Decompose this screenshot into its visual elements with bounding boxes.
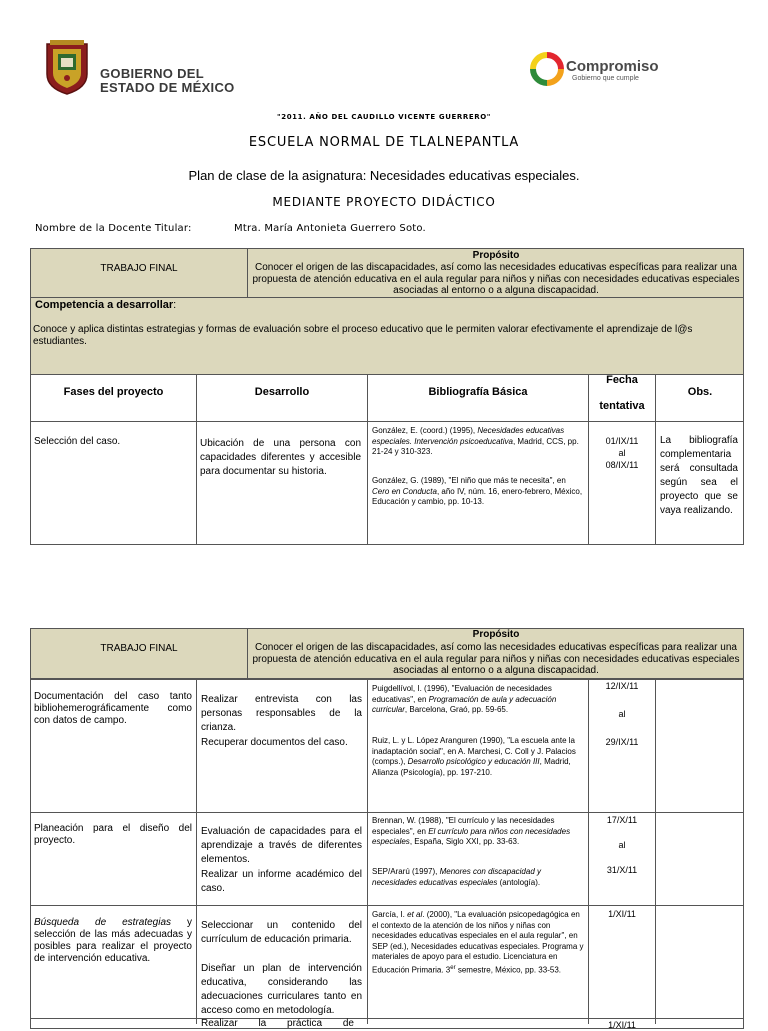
method-title: MEDIANTE PROYECTO DIDÁCTICO [272, 195, 496, 209]
compromiso-logo-mark [530, 52, 564, 86]
t2-rowD-desarrollo: Realizar la práctica de [201, 1018, 354, 1029]
school-name: ESCUELA NORMAL DE TLALNEPANTLA [248, 135, 520, 150]
t2-rowB-desarrollo-1: Evaluación de capacidades para el aprendizaje a través de diferentes elementos. [201, 826, 362, 865]
t2-rowB-fecha-start: 17/X/11 [606, 815, 638, 825]
motto: "2011. AÑO DEL CAUDILLO VICENTE GUERRERO" [276, 113, 492, 121]
teacher-name: Mtra. María Antonieta Guerrero Soto. [234, 223, 426, 234]
col-fases: Fases del proyecto [63, 386, 164, 398]
t2-rowB-fecha-end: 31/X/11 [606, 865, 638, 875]
col-fecha-line1: Fecha [606, 374, 638, 386]
col-desarrollo: Desarrollo [254, 386, 310, 398]
table1-proposito-title: Propósito [472, 250, 520, 261]
row1-bib-1: González, E. (coord.) (1995), Necesidades educativas especiales. Intervención psicoeducativa, Madrid, CCS, pp. 21-24 y 310-323. [372, 426, 579, 456]
competencia-text: Conoce y aplica distintas estrategias y formas de evaluación sobre el proceso educativo que le permiten valorar efectivamente el aprendizaje de l@s estudiantes. [33, 324, 693, 347]
t2-rowA-fase: Documentación del caso tanto bibliohemerográficamente como con datos de campo. [34, 691, 192, 726]
gov-line-2: ESTADO DE MÉXICO [100, 80, 235, 95]
table2-trabajo-final: TRABAJO FINAL [100, 643, 178, 654]
t2-rowC-desarrollo-1: Seleccionar un contenido del currículum de educación primaria. [201, 920, 362, 945]
t2-rowB-fecha-al: al [618, 840, 626, 850]
table1-proposito-text: Conocer el origen de las discapacidades, así como las necesidades educativas específicas para realizar una propuesta de atención educativa en el aula regular para niños y niñas con necesidades educativas especiales asociadas al entorno o a alguna discapacidad. [252, 262, 740, 296]
t2-rowD-fecha: 1/XI/11 [608, 1020, 636, 1030]
row1-desarrollo: Ubicación de una persona con capacidades diferentes y accesible para documentar su historia. [200, 438, 361, 477]
col-obs: Obs. [687, 386, 713, 398]
table2-proposito-title: Propósito [472, 629, 520, 640]
row1-fecha-end: 08/IX/11 [605, 460, 639, 470]
compromiso-tagline: Gobierno que cumple [572, 75, 639, 82]
plan-title: Plan de clase de la asignatura: Necesidades educativas especiales. [188, 168, 580, 183]
t2-rowA-fecha-start: 12/IX/11 [605, 681, 639, 691]
compromiso-name: Compromiso [566, 58, 659, 75]
col-fecha-line2: tentativa [599, 400, 645, 412]
t2-rowA-fecha-end: 29/IX/11 [605, 737, 639, 747]
col-bibliografia: Bibliografía Básica [428, 386, 528, 398]
competencia-colon: : [173, 299, 177, 311]
row1-fecha-start: 01/IX/11 [605, 436, 639, 446]
t2-rowA-desarrollo-1: Realizar entrevista con las personas responsables de la crianza. [201, 694, 362, 733]
competencia-label: Competencia a desarrollar [35, 299, 174, 311]
t2-rowA-bib-1: Puigdellívol, I. (1996), "Evaluación de necesidades educativas", en Programación de aula y adecuación curricular, Barcelona, Graó, pp. 59-65. [372, 684, 557, 714]
row1-bib-2: González, G. (1989), "El niño que más te necesita", en Cero en Conducta, año IV, núm. 16, enero-febrero, México, Educación y cambio, pp. 10-13. [372, 476, 583, 506]
t2-rowC-fecha-start: 1/XI/11 [608, 909, 636, 919]
table1-trabajo-final: TRABAJO FINAL [100, 263, 178, 274]
t2-rowC-fase: Búsqueda de estrategias y selección de las más adecuadas y posibles para realizar el proyecto de intervención educativa. [34, 917, 193, 964]
estado-mexico-shield-logo [44, 40, 90, 95]
t2-rowB-bib-1: Brennan, W. (1988), "El currículo y las necesidades especiales", en El currículo para niños con necesidades especiales, España, Siglo XXI, pp. 33-63. [372, 816, 571, 846]
gov-line-1: GOBIERNO DEL [100, 66, 204, 81]
t2-rowC-desarrollo-2: Diseñar un plan de intervención educativa, considerando las adecuaciones curriculares tanto en acceso como en metodología. [201, 963, 362, 1016]
t2-rowA-bib-2: Ruiz, L. y L. López Aranguren (1990), "La escuela ante la inadaptación social", en A. Marchesi, C. Coll y J. Palacios (comps.), Desarrollo psicológico y educación III, Madrid, Alianza (Psicología), pp. 197-210. [372, 736, 576, 777]
t2-rowB-fase: Planeación para el diseño del proyecto. [34, 823, 192, 846]
row1-fecha-al: al [618, 448, 626, 458]
row1-obs: La bibliografía complementaria será consultada según sea el proyecto que se vaya realizando. [660, 435, 738, 516]
t2-rowA-fecha-al: al [618, 709, 626, 719]
t2-rowB-bib-2: SEP/Ararú (1997), Menores con discapacidad y necesidades educativas especiales (antología). [372, 867, 541, 887]
t2-rowC-bib-1: García, I. et al. (2000), "La evaluación psicopedagógica en el contexto de la atención de los niños y niñas con necesidades educativas especiales en el aula regular", en SEP (ed.), Necesidades educativas especiales. Programa y materiales de apoyo para el estudio. Licenciatura en Educación Primaria. 3er semestre, México, pp. 33-53. [372, 910, 584, 975]
teacher-label: Nombre de la Docente Titular: [35, 223, 192, 234]
row1-fase: Selección del caso. [34, 436, 121, 447]
competencia-label-line [35, 299, 735, 311]
t2-rowB-desarrollo-2: Realizar un informe académico del caso. [201, 869, 362, 894]
table2-proposito-text: Conocer el origen de las discapacidades, así como las necesidades educativas específicas para realizar una propuesta de atención educativa en el aula regular para niños y niñas con necesidades educativas especiales asociadas al entorno o a alguna discapacidad. [252, 642, 740, 676]
t2-rowA-desarrollo-2: Recuperar documentos del caso. [201, 737, 348, 748]
